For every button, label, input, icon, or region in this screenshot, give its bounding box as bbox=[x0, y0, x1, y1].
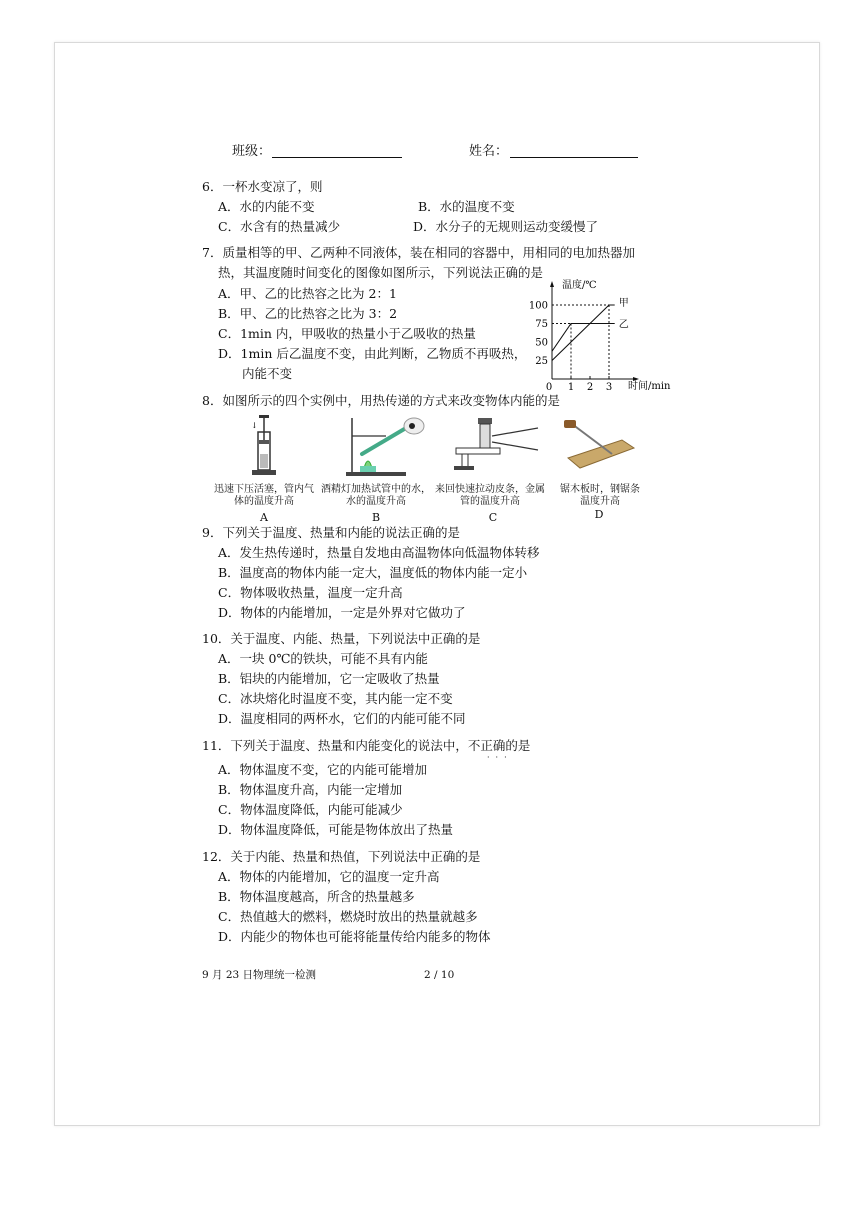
fig-a-label: A bbox=[260, 511, 268, 524]
q7-stem-line2: 热，其温度随时间变化的图像如图所示，下列说法正确的是 bbox=[218, 265, 544, 280]
q7-option-b: B．甲、乙的比热容之比为 3：2 bbox=[218, 306, 398, 321]
y-tick-label: 25 bbox=[535, 356, 548, 367]
q10-option-a: A．一块 0℃的铁块，可能不具有内能 bbox=[218, 651, 428, 666]
q12-option-d: D．内能少的物体也可能将能量传给内能多的物体 bbox=[218, 929, 491, 944]
footer-exam-title: 9 月 23 日物理统一检测 bbox=[202, 969, 317, 981]
x-axis-label: 时间/min bbox=[628, 381, 671, 392]
fig-c-label: C bbox=[488, 511, 498, 524]
series-line-yi bbox=[552, 324, 615, 352]
fig-d-label: D bbox=[594, 508, 604, 521]
series-label-jia: 甲 bbox=[618, 298, 629, 309]
q7-option-a: A．甲、乙的比热容之比为 2：1 bbox=[218, 286, 397, 301]
series-label-yi: 乙 bbox=[618, 319, 629, 331]
q9-option-a: A．发生热传递时，热量自发地由高温物体向低温物体转移 bbox=[218, 545, 540, 560]
temperature-time-chart bbox=[528, 276, 680, 392]
friction-tube-figure bbox=[450, 416, 540, 476]
class-label: 班级： bbox=[232, 144, 272, 159]
y-axis-label: 温度/℃ bbox=[562, 280, 597, 291]
fig-d-caption: 锯木板时，钢锯条温度升高 bbox=[560, 484, 640, 507]
q6-option-c: C．水含有的热量减少 bbox=[218, 219, 341, 234]
fig-c-caption: 来回快速拉动皮条，金属管的温度升高 bbox=[435, 484, 545, 507]
q9-option-b: B．温度高的物体内能一定大，温度低的物体内能一定小 bbox=[218, 565, 528, 580]
q10-option-b: B．铝块的内能增加，它一定吸收了热量 bbox=[218, 671, 440, 686]
q12-option-a: A．物体的内能增加，它的温度一定升高 bbox=[218, 869, 440, 884]
q10-option-d: D．温度相同的两杯水，它们的内能可能不同 bbox=[218, 711, 466, 726]
name-blank bbox=[510, 157, 638, 158]
y-tick-label: 50 bbox=[535, 337, 548, 349]
q8-stem: 8．如图所示的四个实例中，用热传递的方式来改变物体内能的是 bbox=[202, 393, 560, 408]
q11-stem: 11．下列关于温度、热量和内能变化的说法中，不正确的是 bbox=[202, 738, 531, 753]
piston-pump-figure bbox=[244, 414, 284, 478]
x-tick-label: 0 bbox=[545, 382, 553, 392]
y-tick-label: 75 bbox=[535, 319, 548, 330]
q6-stem: 6．一杯水变凉了，则 bbox=[202, 179, 323, 194]
q12-option-c: C．热值越大的燃料，燃烧时放出的热量就越多 bbox=[218, 909, 478, 924]
svg-text:↓: ↓ bbox=[251, 421, 258, 430]
q10-stem: 10．关于温度、内能、热量，下列说法中正确的是 bbox=[202, 631, 481, 646]
q6-option-a: A．水的内能不变 bbox=[218, 199, 315, 214]
q7-option-c: C．1min 内，甲吸收的热量小于乙吸收的热量 bbox=[218, 326, 476, 341]
fig-b-caption: 酒精灯加热试管中的水，水的温度升高 bbox=[321, 484, 431, 507]
q11-option-b: B．物体温度升高，内能一定增加 bbox=[218, 782, 403, 797]
q6-option-b: B．水的温度不变 bbox=[418, 199, 515, 214]
q7-option-d-line1: D．1min 后乙温度不变，由此判断，乙物质不再吸热， bbox=[218, 346, 527, 361]
q9-option-d: D．物体的内能增加，一定是外界对它做功了 bbox=[218, 605, 466, 620]
q7-stem-line1: 7．质量相等的甲、乙两种不同液体，装在相同的容器中，用相同的电加热器加 bbox=[202, 245, 635, 260]
test-tube-heating-figure bbox=[342, 414, 434, 480]
y-tick-label: 100 bbox=[528, 300, 548, 312]
q9-stem: 9．下列关于温度、热量和内能的说法正确的是 bbox=[202, 525, 460, 540]
class-blank bbox=[272, 157, 402, 158]
q10-option-c: C．冰块熔化时温度不变，其内能一定不变 bbox=[218, 691, 453, 706]
page-number: 2 / 10 bbox=[424, 969, 455, 981]
y-axis-arrow bbox=[550, 281, 554, 287]
q9-option-c: C．物体吸收热量，温度一定升高 bbox=[218, 585, 403, 600]
q12-option-b: B．物体温度越高，所含的热量越多 bbox=[218, 889, 415, 904]
q12-stem: 12．关于内能、热量和热值，下列说法中正确的是 bbox=[202, 849, 481, 864]
name-label: 姓名： bbox=[469, 144, 509, 159]
x-tick-label: 2 bbox=[586, 382, 594, 392]
x-tick-label: 3 bbox=[605, 382, 613, 392]
x-tick-label: 1 bbox=[567, 382, 575, 392]
q6-option-d: D．水分子的无规则运动变缓慢了 bbox=[413, 219, 599, 234]
emphasis-dots: ··· bbox=[487, 753, 513, 762]
fig-b-label: B bbox=[371, 511, 381, 524]
q11-option-a: A．物体温度不变，它的内能可能增加 bbox=[218, 762, 428, 777]
q11-option-c: C．物体温度降低，内能可能减少 bbox=[218, 802, 403, 817]
series-line-jia bbox=[552, 305, 615, 361]
q7-option-d-line2: 内能不变 bbox=[242, 366, 293, 381]
fig-a-caption: 迅速下压活塞，管内气体的温度升高 bbox=[214, 484, 314, 507]
sawing-wood-figure bbox=[562, 418, 638, 474]
q11-option-d: D．物体温度降低，可能是物体放出了热量 bbox=[218, 822, 454, 837]
